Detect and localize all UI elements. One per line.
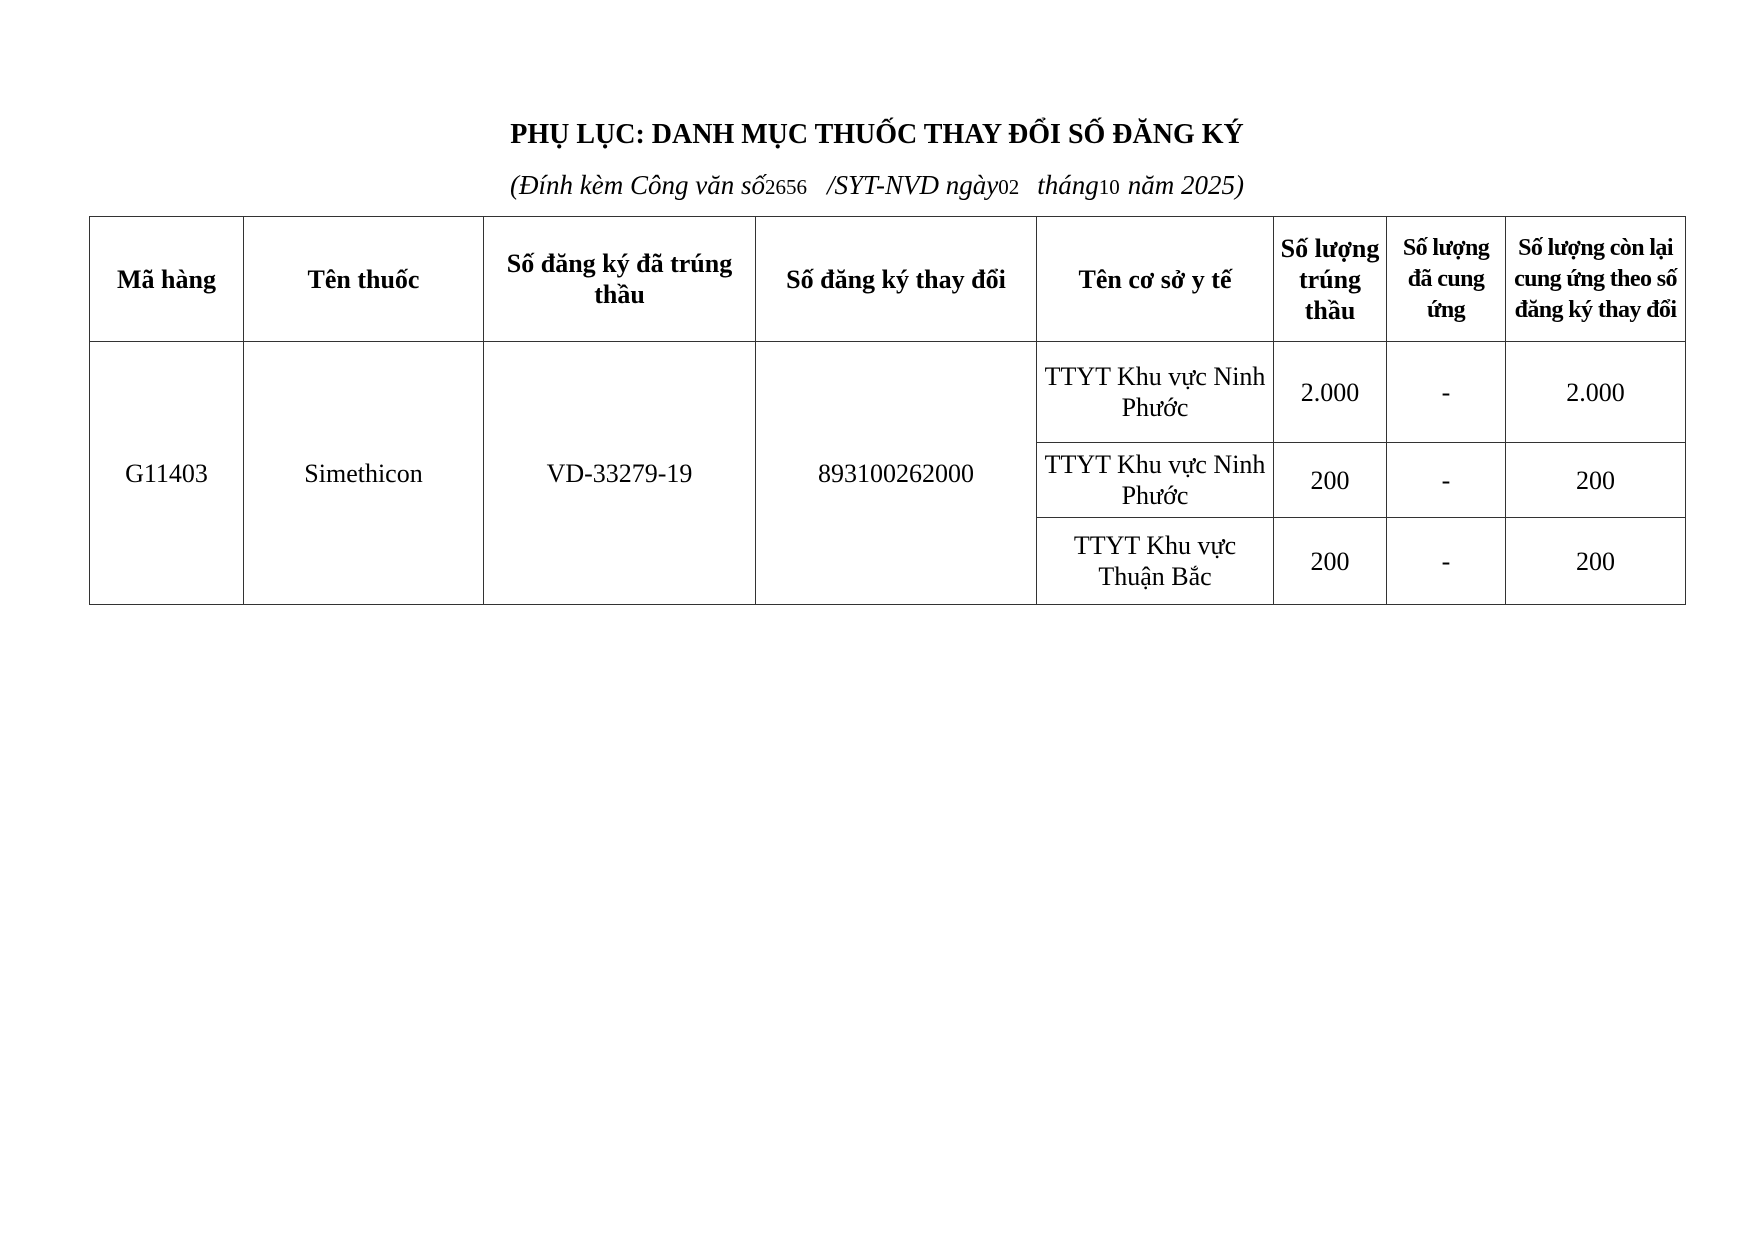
remaining-cell: 200 bbox=[1506, 518, 1686, 605]
header-registration-won: Số đăng ký đã trúng thầu bbox=[484, 217, 756, 342]
header-item-code: Mã hàng bbox=[90, 217, 244, 342]
document-subtitle bbox=[0, 168, 1754, 204]
supplied-cell: - bbox=[1387, 342, 1506, 443]
header-remaining-quantity: Số lượng còn lại cung ứng theo số đăng ký thay đổi bbox=[1506, 217, 1686, 342]
document-number: 2656 bbox=[764, 175, 807, 199]
drug-name-cell: Simethicon bbox=[244, 342, 484, 605]
subtitle-prefix: (Đính kèm Công văn số bbox=[510, 170, 765, 200]
header-drug-name: Tên thuốc bbox=[244, 217, 484, 342]
awarded-cell: 200 bbox=[1274, 518, 1387, 605]
awarded-cell: 200 bbox=[1274, 443, 1387, 518]
subtitle-year: năm 2025) bbox=[1127, 170, 1244, 200]
header-registration-new: Số đăng ký thay đổi bbox=[756, 217, 1037, 342]
item-code-cell: G11403 bbox=[90, 342, 244, 605]
document-day: 02 bbox=[998, 175, 1020, 199]
table-header-row bbox=[90, 217, 1686, 342]
subtitle-office-date: /SYT-NVD ngày bbox=[826, 170, 999, 200]
header-facility: Tên cơ sở y tế bbox=[1037, 217, 1274, 342]
header-supplied-quantity: Số lượng đã cung ứng bbox=[1387, 217, 1506, 342]
header-awarded-quantity: Số lượng trúng thầu bbox=[1274, 217, 1387, 342]
remaining-cell: 2.000 bbox=[1506, 342, 1686, 443]
supplied-cell: - bbox=[1387, 443, 1506, 518]
table-row bbox=[90, 342, 1686, 443]
facility-cell: TTYT Khu vực Thuận Bắc bbox=[1037, 518, 1274, 605]
supplied-cell: - bbox=[1387, 518, 1506, 605]
facility-cell: TTYT Khu vực Ninh Phước bbox=[1037, 342, 1274, 443]
document-month: 10 bbox=[1098, 175, 1120, 199]
registration-new-cell: 893100262000 bbox=[756, 342, 1037, 605]
registration-won-cell: VD-33279-19 bbox=[484, 342, 756, 605]
awarded-cell: 2.000 bbox=[1274, 342, 1387, 443]
remaining-cell: 200 bbox=[1506, 443, 1686, 518]
drug-registration-table bbox=[89, 216, 1686, 605]
facility-cell: TTYT Khu vực Ninh Phước bbox=[1037, 443, 1274, 518]
document-title: PHỤ LỤC: DANH MỤC THUỐC THAY ĐỔI SỐ ĐĂNG KÝ bbox=[510, 119, 1244, 150]
subtitle-month-label: tháng bbox=[1037, 170, 1099, 200]
